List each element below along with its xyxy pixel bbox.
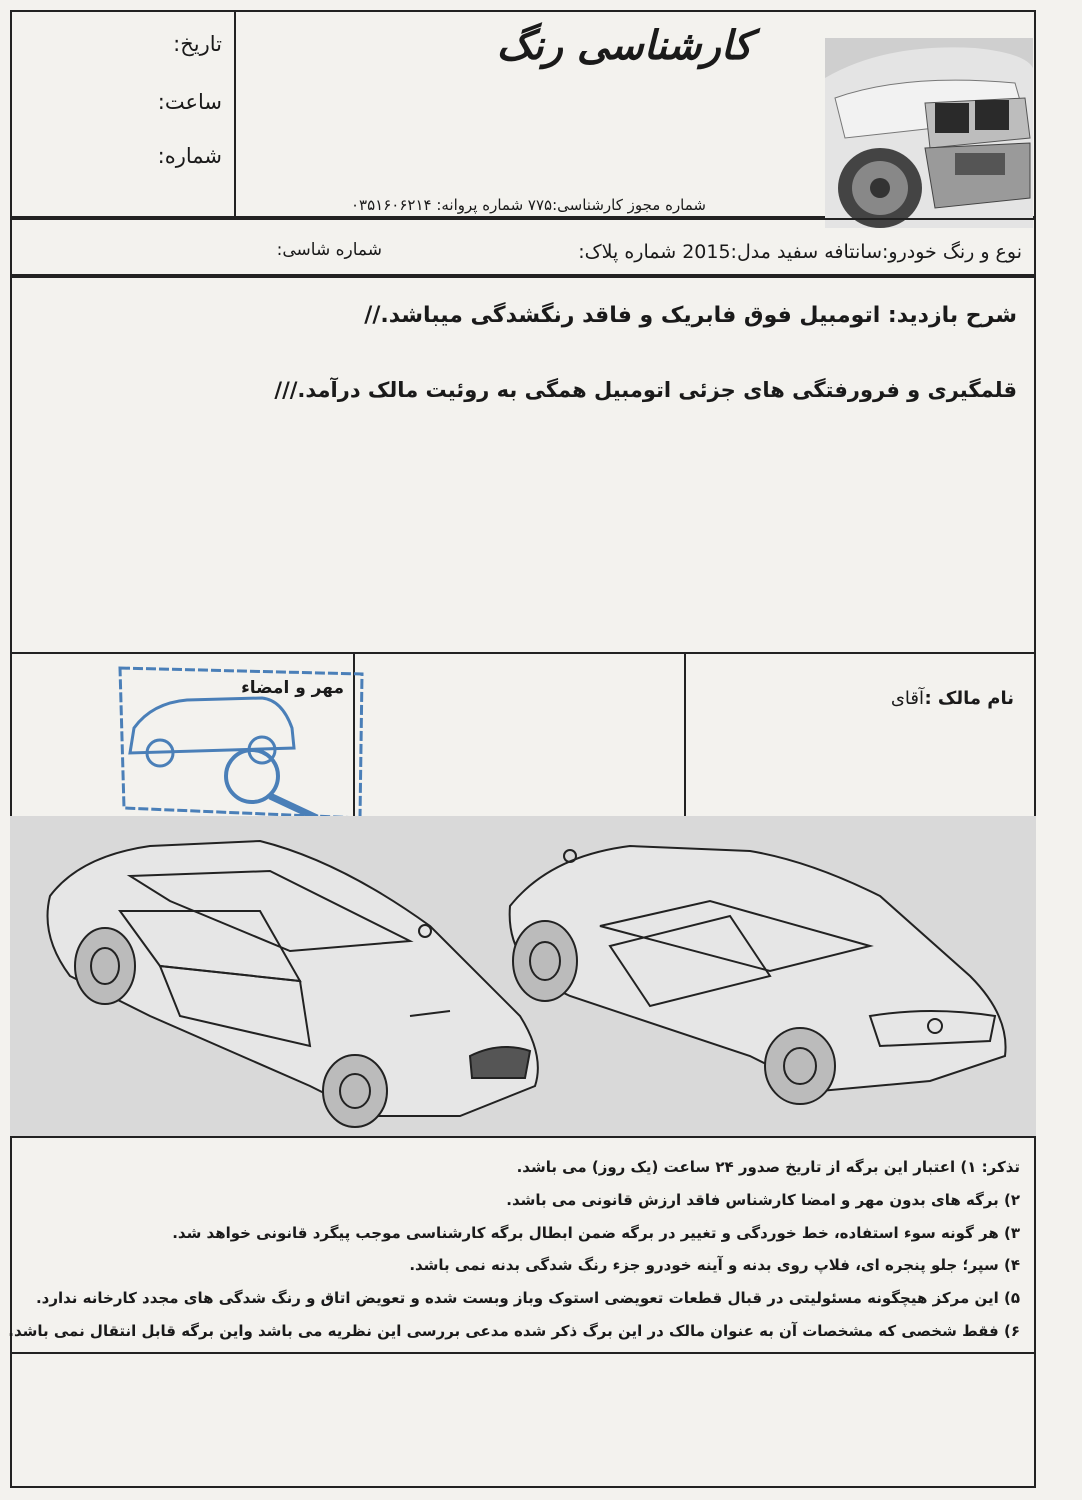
chassis-label: شماره شاسی: <box>276 240 382 260</box>
vehicle-type-color: نوع و رنگ خودرو:سانتافه سفید مدل:2015 شماره پلاک: <box>578 241 1022 263</box>
note-4: ۴) سپر؛ جلو پنجره ای، فلاپ روی بدنه و آینه خودرو جزء رنگ شدگی بدنه نمی باشد. <box>409 1256 1020 1274</box>
page-title: کارشناسی رنگ <box>496 22 752 69</box>
car-photo <box>825 38 1033 228</box>
time-label: ساعت: <box>157 90 222 114</box>
note-1: تذکر: ۱) اعتبار این برگه از تاریخ صدور ۲۴ ساعت (یک روز) می باشد. <box>516 1158 1020 1176</box>
bottom-blank-box <box>10 1352 1036 1488</box>
owner-name-value: آقای <box>890 688 924 709</box>
note-2: ۲) برگه های بدون مهر و امضا کارشناس فاقد ارزش قانونی می باشد. <box>506 1191 1020 1209</box>
note-6: ۶) فقط شخصی که مشخصات آن به عنوان مالک در این برگ ذکر شده مدعی بررسی این نظریه می باشد واین برگه قابل انتقال نمی باشد. <box>8 1322 1020 1340</box>
stamp-signature-label: مهر و امضاء <box>241 678 344 698</box>
number-label: شماره: <box>157 144 222 168</box>
date-label: تاریخ: <box>173 32 222 56</box>
inspection-line-1: شرح بازدید: اتومبیل فوق فابریک و فاقد رنگشدگی میباشد.// <box>364 303 1017 328</box>
owner-name-label: نام مالک : <box>924 688 1014 709</box>
license-line: شماره مجوز کارشناسی:۷۷۵ شماره پروانه: ۰۳۵۱۶۰۶۲۱۴ <box>350 196 706 214</box>
empty-cell <box>353 652 686 818</box>
note-3: ۳) هر گونه سوء استفاده، خط خوردگی و تغییر در برگه ضمن ابطال برگه کارشناسی موجب پیگرد قانونی خواهد شد. <box>172 1224 1020 1242</box>
car-body-diagram <box>10 816 1036 1138</box>
owner-cell <box>684 652 1036 818</box>
note-5: ۵) این مرکز هیچگونه مسئولیتی در قبال قطعات تعویضی استوک وباز وبست شده و تعویض اتاق و رنگ شدگی های مجدد کارخانه ندارد. <box>35 1289 1020 1307</box>
inspection-line-2: قلمگیری و فرورفتگی های جزئی اتومبیل همگی به روئیت مالک درآمد./// <box>274 378 1017 402</box>
inspection-description-box <box>10 276 1036 654</box>
